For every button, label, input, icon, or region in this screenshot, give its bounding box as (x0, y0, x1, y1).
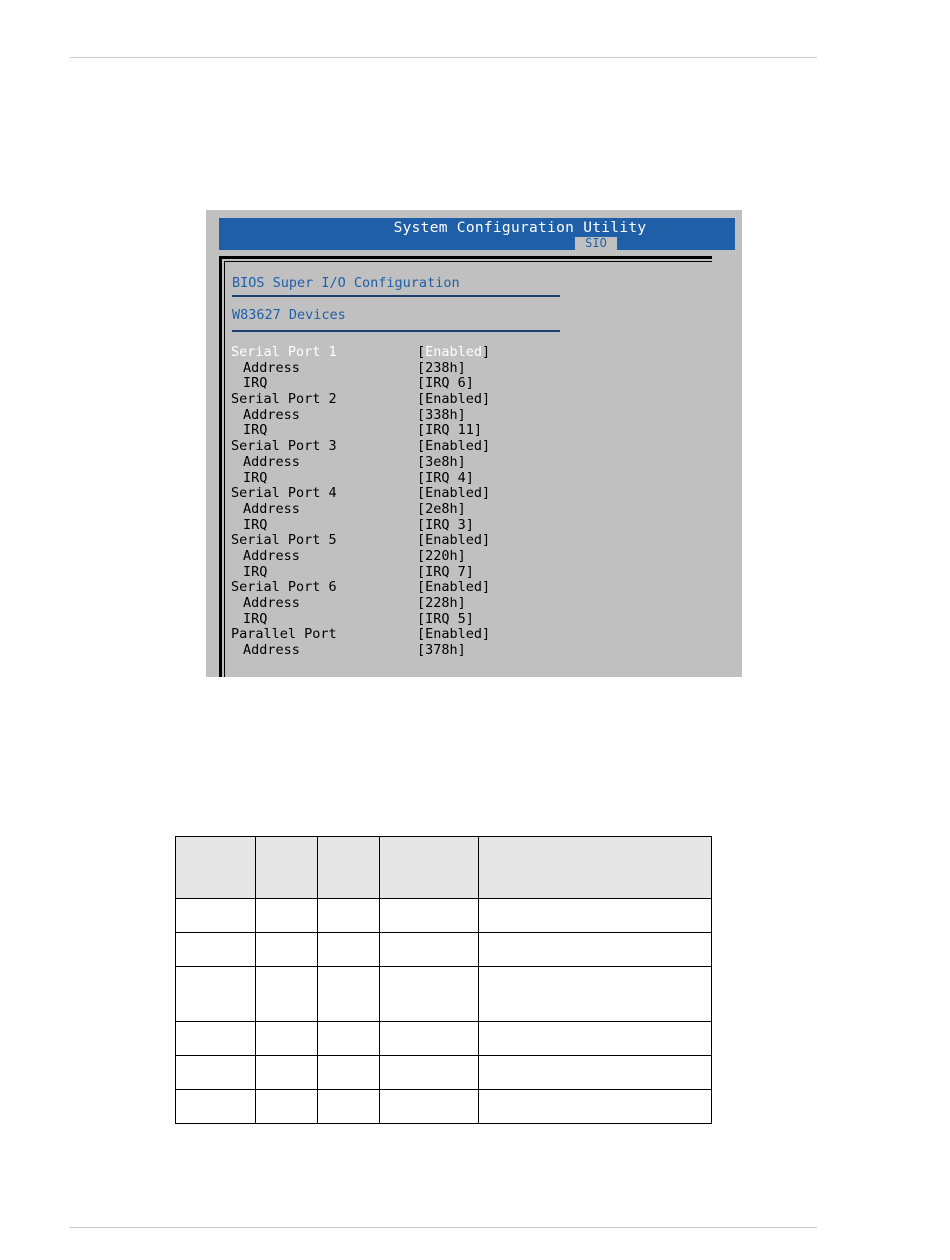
setting-label: Serial Port 1 (231, 344, 337, 360)
bracket-open: [ (417, 532, 426, 549)
bracket-close: ] (465, 563, 474, 580)
table-header-row (176, 837, 712, 899)
bios-title: System Configuration Utility (393, 220, 647, 236)
setting-value[interactable] (417, 502, 466, 518)
bracket-close: ] (465, 610, 474, 627)
setting-value-text: 220h (425, 547, 458, 564)
bracket-open: [ (417, 406, 426, 423)
setting-value[interactable] (417, 392, 490, 408)
bracket-open: [ (417, 344, 426, 360)
table-row (176, 933, 712, 967)
setting-value-text: IRQ 4 (425, 469, 466, 486)
bracket-open: [ (417, 485, 426, 502)
setting-value-text: Enabled (425, 626, 483, 643)
setting-value-text: 338h (425, 406, 458, 423)
setting-value-text: Enabled (425, 579, 483, 596)
setting-label: IRQ (243, 516, 268, 533)
setting-label: IRQ (243, 469, 268, 486)
table-cell (479, 899, 712, 933)
bracket-close: ] (482, 532, 491, 549)
setting-value[interactable] (417, 345, 490, 361)
bracket-open: [ (417, 563, 426, 580)
setting-value[interactable] (417, 376, 474, 392)
bracket-close: ] (482, 344, 491, 360)
settings-list (231, 345, 551, 659)
table-cell (176, 1056, 256, 1090)
setting-label: IRQ (243, 610, 268, 627)
setting-value[interactable] (417, 471, 474, 487)
setting-value-text: IRQ 7 (425, 563, 466, 580)
setting-value-text: Enabled (425, 391, 483, 408)
bios-setting-row[interactable] (231, 455, 551, 471)
frame-border (219, 256, 222, 677)
bios-setting-row[interactable] (231, 518, 551, 534)
bios-setting-row[interactable] (231, 612, 551, 628)
bracket-close: ] (457, 547, 466, 564)
bracket-close: ] (482, 579, 491, 596)
setting-value-text: 3e8h (425, 453, 458, 470)
table-cell (256, 967, 318, 1022)
bios-setting-row[interactable] (231, 549, 551, 565)
table-cell (176, 933, 256, 967)
setting-value-text: Enabled (425, 344, 483, 360)
bracket-open: [ (417, 359, 426, 376)
setting-value[interactable] (417, 549, 466, 565)
bracket-open: [ (417, 610, 426, 627)
table-header-cell (176, 837, 256, 899)
setting-label: Address (243, 500, 300, 517)
bracket-close: ] (482, 626, 491, 643)
setting-value-text: Enabled (425, 485, 483, 502)
frame-border (219, 256, 712, 259)
bios-title-bar (219, 218, 735, 250)
bracket-open: [ (417, 516, 426, 533)
setting-value[interactable] (417, 408, 466, 424)
bracket-close: ] (482, 391, 491, 408)
setting-label: Address (243, 547, 300, 564)
table-cell (256, 1056, 318, 1090)
setting-value-text: 238h (425, 359, 458, 376)
bracket-close: ] (457, 500, 466, 517)
setting-value[interactable] (417, 439, 490, 455)
bios-setting-row[interactable] (231, 345, 551, 361)
bracket-open: [ (417, 375, 426, 392)
table-cell (256, 899, 318, 933)
tab-sio[interactable]: SIO (575, 237, 617, 250)
setting-value[interactable] (417, 643, 466, 659)
page-bottom-rule (70, 1227, 817, 1228)
setting-label: Address (243, 406, 300, 423)
table-cell (318, 967, 380, 1022)
bios-setting-row[interactable] (231, 580, 551, 596)
bracket-close: ] (465, 516, 474, 533)
setting-label: Serial Port 5 (231, 532, 337, 549)
page-top-rule (70, 57, 817, 58)
bracket-close: ] (457, 453, 466, 470)
setting-value-text: Enabled (425, 532, 483, 549)
bios-setting-row[interactable] (231, 486, 551, 502)
bracket-close: ] (465, 469, 474, 486)
setting-label: IRQ (243, 375, 268, 392)
bracket-open: [ (417, 547, 426, 564)
bracket-close: ] (465, 375, 474, 392)
setting-label: Serial Port 2 (231, 391, 337, 408)
setting-value[interactable] (417, 533, 490, 549)
setting-value-text: 378h (425, 642, 458, 659)
bracket-open: [ (417, 579, 426, 596)
table-cell (318, 1090, 380, 1124)
setting-value-text: 2e8h (425, 500, 458, 517)
setting-value[interactable] (417, 423, 482, 439)
table-header-cell (479, 837, 712, 899)
bios-setting-row[interactable] (231, 408, 551, 424)
bracket-close: ] (473, 422, 483, 439)
table-header-cell (380, 837, 479, 899)
setting-value[interactable] (417, 627, 490, 643)
frame-border (224, 261, 712, 262)
setting-label: Serial Port 3 (231, 438, 337, 455)
table-cell (380, 1022, 479, 1056)
table-cell (479, 1022, 712, 1056)
bracket-close: ] (457, 642, 466, 659)
setting-value[interactable] (417, 518, 474, 534)
bracket-close: ] (482, 485, 491, 502)
setting-value[interactable] (417, 486, 490, 502)
bios-setting-row[interactable] (231, 439, 551, 455)
info-table (175, 836, 712, 1124)
bracket-open: [ (417, 391, 426, 408)
table-cell (176, 967, 256, 1022)
setting-value-text: IRQ 3 (425, 516, 466, 533)
table-cell (318, 1022, 380, 1056)
subsection-title: W83627 Devices (232, 307, 346, 323)
table-cell (176, 1022, 256, 1056)
table-cell (256, 1090, 318, 1124)
bios-setting-row[interactable] (231, 392, 551, 408)
table-cell (318, 899, 380, 933)
table-cell (256, 933, 318, 967)
bracket-open: [ (417, 469, 426, 486)
bracket-open: [ (417, 642, 426, 659)
setting-value[interactable] (417, 361, 466, 377)
setting-value-text: 228h (425, 595, 458, 611)
frame-border (224, 261, 225, 677)
table-header-cell (256, 837, 318, 899)
table-row (176, 1022, 712, 1056)
bios-setting-row[interactable] (231, 643, 551, 659)
table-cell (380, 933, 479, 967)
bios-screenshot (206, 210, 742, 677)
table-cell (256, 1022, 318, 1056)
bios-setting-row[interactable] (231, 471, 551, 487)
bios-setting-row[interactable] (231, 361, 551, 377)
section-title: BIOS Super I/O Configuration (232, 275, 460, 291)
table-row (176, 1090, 712, 1124)
setting-label: IRQ (243, 422, 268, 439)
table-cell (479, 967, 712, 1022)
table-cell (176, 899, 256, 933)
setting-label: IRQ (243, 563, 268, 580)
bracket-close: ] (457, 595, 466, 611)
bios-setting-row[interactable] (231, 423, 551, 439)
setting-value-text: IRQ 11 (425, 422, 474, 439)
table-row (176, 1056, 712, 1090)
table-row (176, 899, 712, 933)
setting-value[interactable] (417, 565, 474, 581)
bios-setting-row[interactable] (231, 502, 551, 518)
setting-label: Parallel Port (231, 626, 337, 643)
setting-label: Serial Port 4 (231, 485, 337, 502)
setting-label: Serial Port 6 (231, 579, 337, 596)
table-header-cell (318, 837, 380, 899)
bracket-open: [ (417, 595, 426, 611)
table-cell (176, 1090, 256, 1124)
table-cell (380, 967, 479, 1022)
setting-label: Address (243, 595, 300, 611)
table-cell (479, 1056, 712, 1090)
bios-setting-row[interactable] (231, 533, 551, 549)
bios-setting-row[interactable] (231, 565, 551, 581)
table-cell (318, 1056, 380, 1090)
subsection-underline (232, 330, 560, 332)
setting-value[interactable] (417, 612, 474, 628)
table-cell (380, 1090, 479, 1124)
bracket-open: [ (417, 438, 426, 455)
setting-label: Address (243, 642, 300, 659)
table-cell (318, 933, 380, 967)
table-cell (479, 933, 712, 967)
table-row (176, 967, 712, 1022)
table-cell (479, 1090, 712, 1124)
bracket-close: ] (482, 438, 491, 455)
setting-value-text: IRQ 5 (425, 610, 466, 627)
bracket-open: [ (417, 626, 426, 643)
bracket-open: [ (417, 422, 426, 439)
bios-setting-row[interactable] (231, 376, 551, 392)
bracket-open: [ (417, 453, 426, 470)
table-cell (380, 1056, 479, 1090)
table-cell (380, 899, 479, 933)
bracket-close: ] (457, 406, 466, 423)
bios-setting-row[interactable] (231, 627, 551, 643)
bracket-close: ] (457, 359, 466, 376)
setting-label: Address (243, 453, 300, 470)
setting-value[interactable] (417, 580, 490, 596)
setting-value[interactable] (417, 596, 466, 612)
section-underline (232, 295, 560, 297)
setting-value-text: Enabled (425, 438, 483, 455)
bios-setting-row[interactable] (231, 596, 551, 612)
setting-value-text: IRQ 6 (425, 375, 466, 392)
bracket-open: [ (417, 500, 426, 517)
setting-label: Address (243, 359, 300, 376)
setting-value[interactable] (417, 455, 466, 471)
